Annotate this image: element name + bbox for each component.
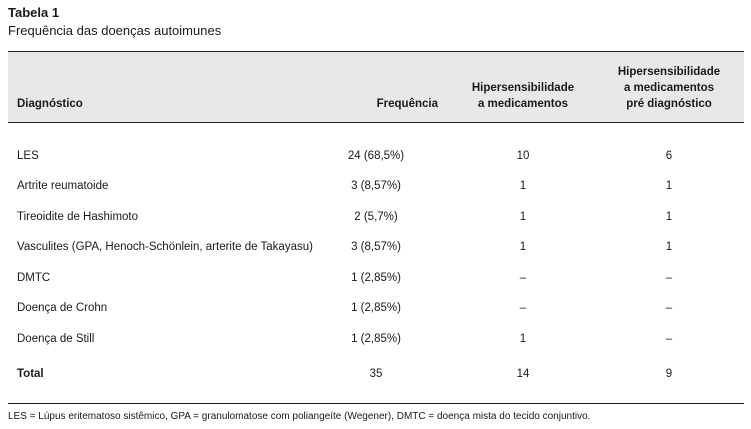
- cell-diagnostico: Doença de Crohn: [17, 302, 108, 314]
- table-bottom-rule: [8, 403, 744, 404]
- cell-pre-diagnostico: 6: [665, 150, 673, 162]
- table-total-row: [8, 365, 744, 383]
- header-pre-line2: a medicamentos: [623, 82, 715, 94]
- cell-diagnostico: Doença de Still: [17, 333, 95, 345]
- cell-total-frequencia: 35: [369, 368, 383, 380]
- table-row: [8, 208, 744, 226]
- cell-hipersensibilidade: –: [519, 272, 527, 284]
- cell-frequencia: 3 (8,57%): [351, 180, 401, 192]
- cell-frequencia: 2 (5,7%): [354, 211, 398, 223]
- cell-hipersensibilidade: 1: [519, 241, 527, 253]
- cell-hipersensibilidade: –: [519, 302, 527, 314]
- table-header-rule: [8, 122, 744, 123]
- cell-diagnostico: Tireoidite de Hashimoto: [17, 211, 139, 223]
- cell-pre-diagnostico: –: [665, 333, 673, 345]
- table-row: [8, 238, 744, 256]
- cell-frequencia: 24 (68,5%): [347, 150, 405, 162]
- table-row: [8, 299, 744, 317]
- header-diagnostico: Diagnóstico: [17, 98, 83, 110]
- table-row: [8, 177, 744, 195]
- cell-frequencia: 1 (2,85%): [351, 302, 401, 314]
- table-title: Tabela 1: [8, 5, 60, 20]
- table-subtitle: Frequência das doenças autoimunes: [8, 23, 222, 38]
- cell-frequencia: 1 (2,85%): [351, 333, 401, 345]
- header-hipersensibilidade: [453, 80, 593, 112]
- header-hipersensibilidade-line1: Hipersensibilidade: [471, 82, 575, 94]
- table-footnote: LES = Lúpus eritematoso sistêmico, GPA = granulomatose com poliangeíte (Wegener), DMTC = doença mista do tecido conjuntivo.: [8, 411, 591, 422]
- cell-pre-diagnostico: –: [665, 272, 673, 284]
- header-hipersensibilidade-line2: a medicamentos: [477, 98, 569, 110]
- cell-hipersensibilidade: 1: [519, 180, 527, 192]
- table-header: [8, 52, 744, 122]
- cell-pre-diagnostico: 1: [665, 180, 673, 192]
- cell-pre-diagnostico: –: [665, 302, 673, 314]
- cell-total-pre-diagnostico: 9: [665, 368, 673, 380]
- cell-hipersensibilidade: 1: [519, 333, 527, 345]
- cell-total-label: Total: [17, 368, 44, 380]
- header-frequencia: Frequência: [376, 98, 438, 110]
- header-pre-line1: Hipersensibilidade: [617, 66, 721, 78]
- header-pre-line3: pré diagnóstico: [626, 98, 712, 110]
- table-row: [8, 330, 744, 348]
- cell-pre-diagnostico: 1: [665, 211, 673, 223]
- cell-frequencia: 1 (2,85%): [351, 272, 401, 284]
- cell-frequencia: 3 (8,57%): [351, 241, 401, 253]
- header-pre-diagnostico: [598, 64, 740, 112]
- cell-diagnostico: DMTC: [17, 272, 51, 284]
- cell-hipersensibilidade: 1: [519, 211, 527, 223]
- cell-diagnostico: Artrite reumatoide: [17, 180, 109, 192]
- cell-diagnostico: LES: [17, 150, 39, 162]
- table-row: [8, 147, 744, 165]
- table-row: [8, 269, 744, 287]
- cell-hipersensibilidade: 10: [516, 150, 530, 162]
- cell-total-hipersensibilidade: 14: [516, 368, 530, 380]
- cell-pre-diagnostico: 1: [665, 241, 673, 253]
- cell-diagnostico: Vasculites (GPA, Henoch-Schönlein, arterite de Takayasu): [17, 241, 313, 253]
